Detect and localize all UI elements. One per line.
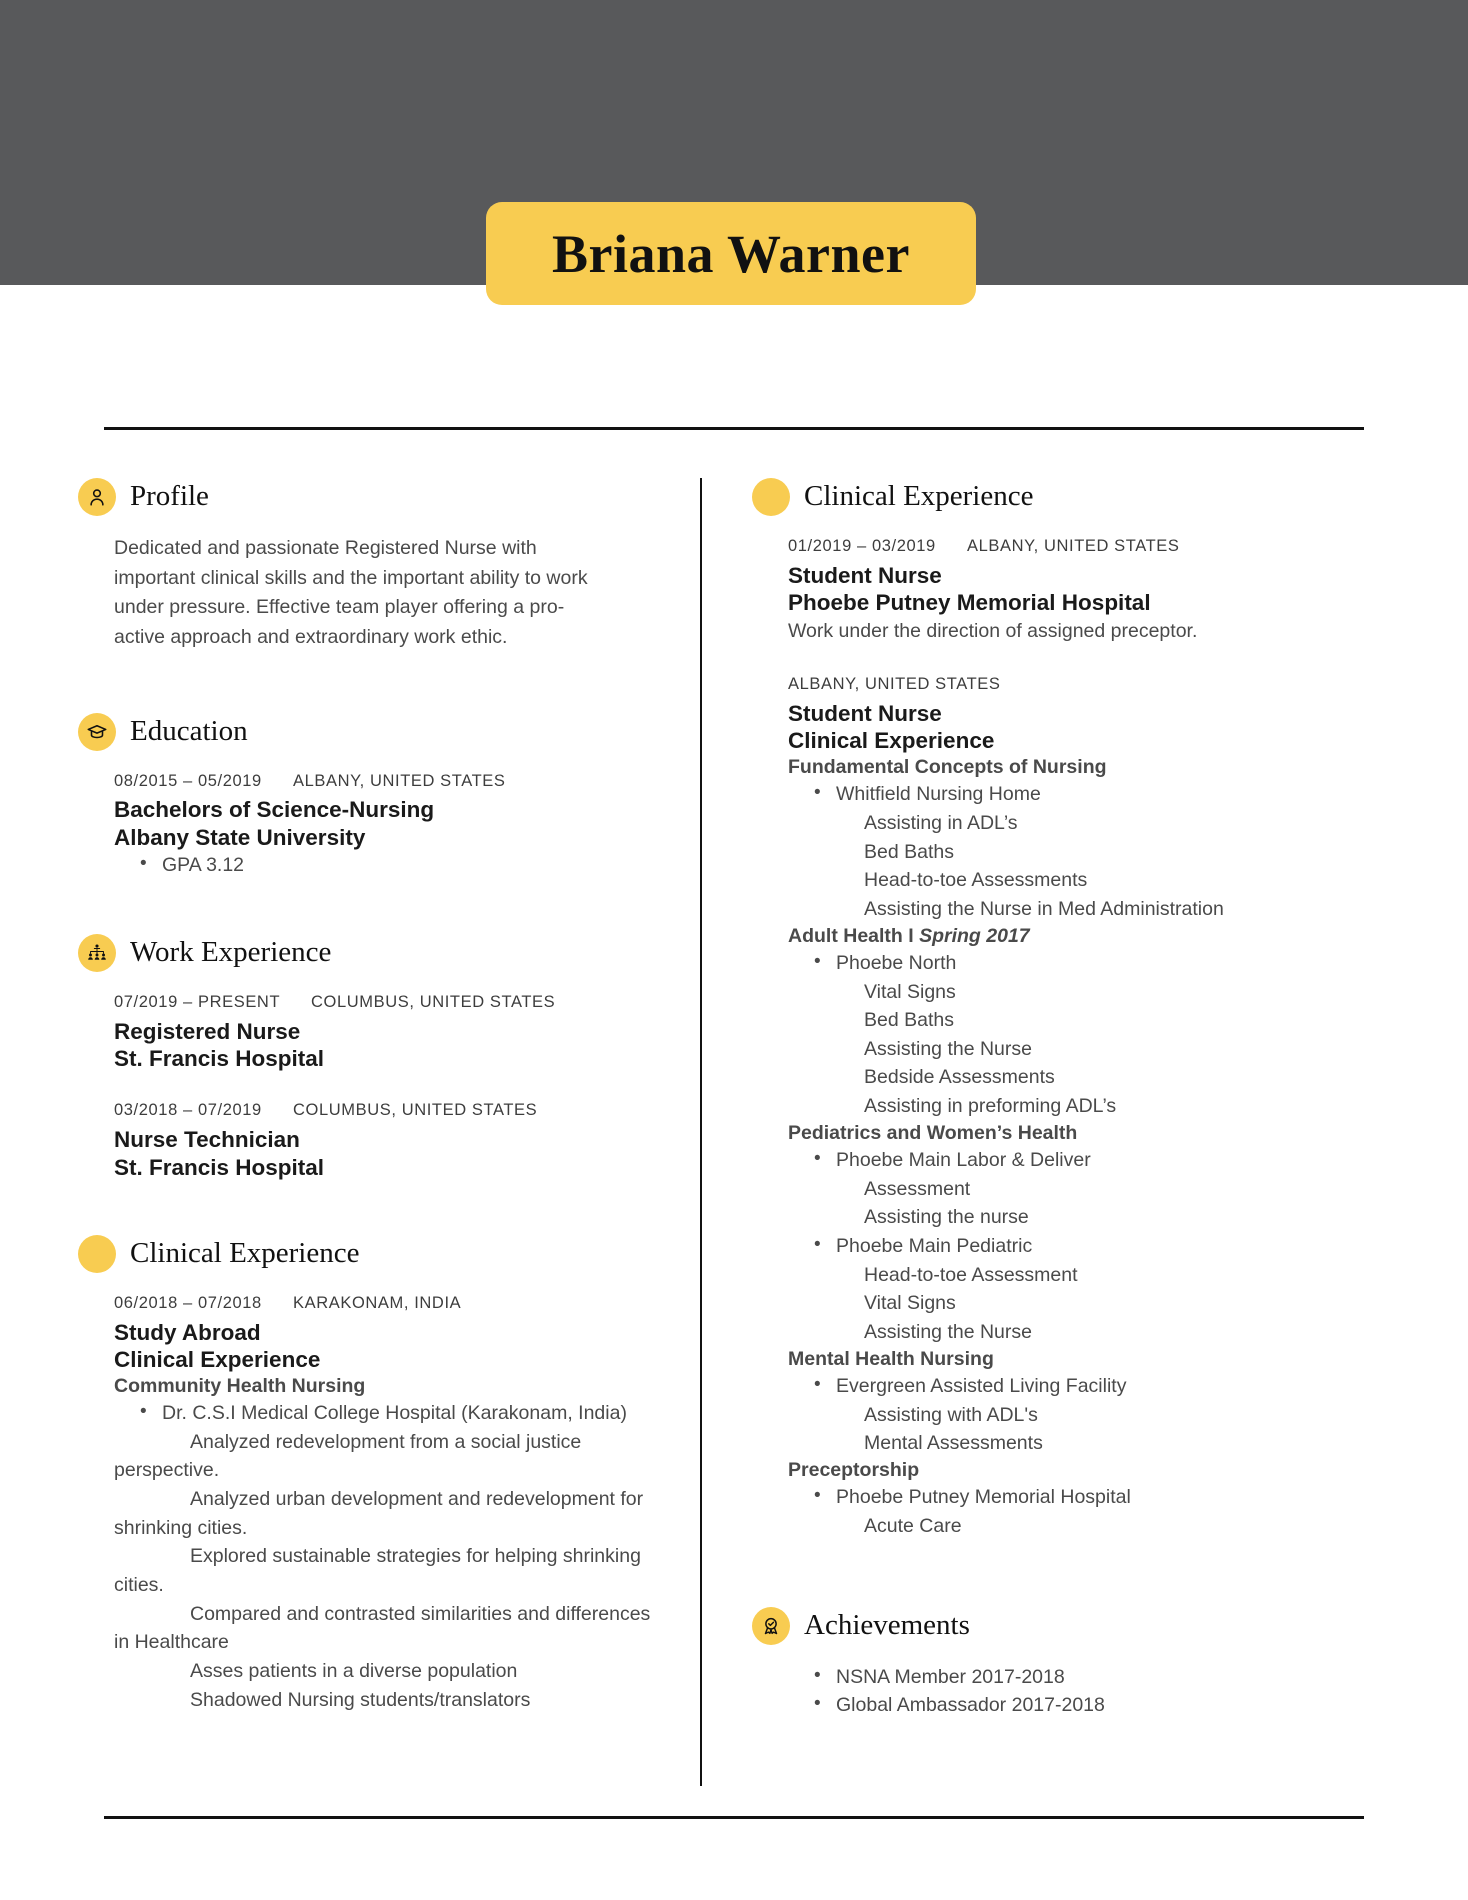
clinical-right-organization: Phoebe Putney Memorial Hospital	[788, 590, 1151, 616]
clinical-left-location: KARAKONAM, INDIA	[293, 1294, 462, 1313]
list-item: • Phoebe Putney Memorial Hospital	[814, 1483, 1352, 1512]
clinical-sub-line: Assessment	[864, 1177, 971, 1200]
education-bullets	[114, 851, 658, 880]
list-item: • Dr. C.S.I Medical College Hospital (Karakonam, India)	[140, 1399, 658, 1428]
list-item: • Phoebe North	[814, 949, 1352, 978]
list-item: • Phoebe Main Pediatric	[814, 1232, 1352, 1261]
clinical-sub-line: Head-to-toe Assessment	[864, 1263, 1078, 1286]
clinical-group-bullets	[788, 1232, 1352, 1261]
clinical-group	[788, 755, 1352, 924]
graduation-cap-icon	[78, 713, 116, 751]
section-work-experience	[78, 934, 658, 1181]
work-entry	[114, 990, 658, 1073]
column-divider-rule	[700, 478, 702, 1786]
work-location: COLUMBUS, UNITED STATES	[311, 992, 556, 1011]
clinical-right-entry-two	[788, 672, 1352, 1540]
work-title: Registered Nurse	[114, 1018, 301, 1044]
section-achievements	[752, 1607, 1352, 1720]
clinical-experience-left-body	[78, 1291, 658, 1714]
clinical-left-bullets	[114, 1399, 658, 1428]
clinical-right-dates: 01/2019 – 03/2019	[788, 537, 936, 555]
clinical-left-title-1: Study Abroad	[114, 1319, 261, 1345]
clinical-experience-right-body	[752, 534, 1352, 1541]
clinical-sub-line: Assisting the Nurse in Med Administration	[864, 897, 1224, 920]
name-badge	[486, 202, 976, 305]
education-entry	[114, 769, 658, 880]
clinical-group-bullets	[788, 1372, 1352, 1401]
clinical-sub-line: Bedside Assessments	[864, 1066, 1055, 1089]
clinical-group-heading	[788, 1458, 1352, 1483]
clinical-sub-line: Bed Baths	[864, 1009, 954, 1032]
section-clinical-experience-left	[78, 1235, 658, 1714]
clinical-group-heading-text: Pediatrics and Women’s Health	[788, 1121, 1078, 1144]
list-item: • Whitfield Nursing Home	[814, 780, 1352, 809]
clinical-sub-line: Mental Assessments	[864, 1432, 1043, 1455]
clinical-group	[788, 924, 1352, 1121]
clinical-sub-line: Assisting the Nurse	[864, 1321, 1032, 1344]
section-title-achievements: Achievements	[804, 1608, 970, 1641]
clinical-sub-line: Assisting the nurse	[864, 1206, 1029, 1229]
org-chart-icon	[78, 934, 116, 972]
clinical-right-description: Work under the direction of assigned preceptor.	[788, 619, 1198, 642]
clinical-group-heading	[788, 1347, 1352, 1372]
education-body	[78, 769, 658, 880]
clinical-left-subheading: Community Health Nursing	[114, 1374, 366, 1397]
section-title-clinical-experience-right: Clinical Experience	[804, 480, 1034, 513]
list-item: • NSNA Member 2017-2018	[814, 1663, 1352, 1692]
education-degree: Bachelors of Science-Nursing	[114, 797, 435, 823]
section-title-clinical-experience-left: Clinical Experience	[130, 1237, 360, 1270]
award-icon	[752, 1607, 790, 1645]
list-item: • GPA 3.12	[140, 851, 658, 880]
section-title-work-experience: Work Experience	[130, 935, 332, 968]
work-title: Nurse Technician	[114, 1127, 300, 1153]
person-icon	[78, 478, 116, 516]
work-experience-body	[78, 990, 658, 1181]
clinical-group-heading-text: Fundamental Concepts of Nursing	[788, 755, 1107, 778]
bottom-divider-rule	[104, 1816, 1364, 1819]
clinical-sub-line: Assisting the Nurse	[864, 1037, 1032, 1060]
section-clinical-experience-right	[752, 478, 1352, 1541]
right-column	[752, 478, 1352, 1724]
top-divider-rule	[104, 427, 1364, 430]
work-organization: St. Francis Hospital	[114, 1154, 325, 1180]
clinical-sub-line: Assisting in ADL’s	[864, 811, 1018, 834]
profile-body	[78, 534, 658, 653]
clinical-right-meta	[788, 534, 1352, 559]
work-meta	[114, 990, 658, 1015]
section-header-work-experience	[78, 934, 658, 972]
left-column	[78, 478, 658, 1718]
clinical-left-detail: Analyzed urban development and redevelopment for shrinking cities.	[114, 1487, 644, 1539]
section-title-profile: Profile	[130, 480, 209, 513]
clinical-left-detail: Analyzed redevelopment from a social justice perspective.	[114, 1430, 582, 1482]
clinical-right-title: Student Nurse	[788, 562, 942, 588]
clinical-sub-line: Head-to-toe Assessments	[864, 869, 1088, 892]
work-location: COLUMBUS, UNITED STATES	[293, 1101, 538, 1120]
clinical-group-bullets	[788, 1146, 1352, 1175]
clinical-group-bullets	[788, 949, 1352, 978]
clinical-left-short-detail: Shadowed Nursing students/translators	[190, 1688, 531, 1711]
profile-text: Dedicated and passionate Registered Nurse with important clinical skills and the important ability to work under pressure. Effective team player offering a pro-active approach and extraordinary work ethic.	[114, 537, 588, 648]
clinical-group-bullets	[788, 1483, 1352, 1512]
clinical-left-meta	[114, 1291, 658, 1316]
clinical-sub-line: Acute Care	[864, 1515, 962, 1538]
clinical-groups	[788, 755, 1352, 1541]
section-header-clinical-experience-right	[752, 478, 1352, 516]
section-header-profile	[78, 478, 658, 516]
work-meta	[114, 1098, 658, 1123]
section-title-education: Education	[130, 714, 248, 747]
list-item: • Phoebe Main Labor & Deliver	[814, 1146, 1352, 1175]
section-header-achievements	[752, 1607, 1352, 1645]
clinical-group-heading	[788, 924, 1352, 949]
clinical-group-heading-text: Mental Health Nursing	[788, 1347, 994, 1370]
clinical-group-heading-text: Adult Health I	[788, 924, 914, 947]
work-dates: 07/2019 – PRESENT	[114, 992, 280, 1011]
section-profile	[78, 478, 658, 653]
clinical-left-detail: Explored sustainable strategies for helping shrinking cities.	[114, 1545, 641, 1596]
clinical-left-short-detail: Asses patients in a diverse population	[190, 1659, 518, 1682]
circle-icon	[78, 1235, 116, 1273]
clinical-left-dates: 06/2018 – 07/2018	[114, 1294, 262, 1313]
clinical-right-location: ALBANY, UNITED STATES	[967, 537, 1180, 555]
clinical-right-title-2: Clinical Experience	[788, 728, 995, 754]
section-header-clinical-experience-left	[78, 1235, 658, 1273]
education-location: ALBANY, UNITED STATES	[293, 771, 506, 790]
achievements-list	[788, 1663, 1352, 1720]
clinical-sub-line: Assisting in preforming ADL’s	[864, 1095, 1117, 1118]
clinical-sub-line: Vital Signs	[864, 1292, 956, 1315]
clinical-group-heading	[788, 755, 1352, 780]
work-dates: 03/2018 – 07/2019	[114, 1101, 262, 1120]
education-dates: 08/2015 – 05/2019	[114, 771, 262, 790]
clinical-right-entry-one	[788, 534, 1352, 646]
clinical-group	[788, 1347, 1352, 1458]
list-item: • Evergreen Assisted Living Facility	[814, 1372, 1352, 1401]
clinical-sub-line: Assisting with ADL's	[864, 1403, 1038, 1426]
achievements-body	[752, 1663, 1352, 1720]
clinical-group-heading-text: Preceptorship	[788, 1459, 920, 1482]
education-meta	[114, 769, 658, 794]
clinical-sub-line: Bed Baths	[864, 840, 954, 863]
section-education	[78, 713, 658, 880]
circle-icon	[752, 478, 790, 516]
section-header-education	[78, 713, 658, 751]
clinical-sub-line: Vital Signs	[864, 980, 956, 1003]
education-school: Albany State University	[114, 824, 366, 850]
clinical-right-title-1: Student Nurse	[788, 701, 942, 726]
clinical-group	[788, 1458, 1352, 1541]
clinical-left-title-2: Clinical Experience	[114, 1347, 321, 1373]
clinical-left-detail: Compared and contrasted similarities and differences in Healthcare	[114, 1602, 651, 1654]
clinical-group-heading	[788, 1121, 1352, 1146]
list-item: • Global Ambassador 2017-2018	[814, 1691, 1352, 1720]
clinical-group-bullets	[788, 780, 1352, 809]
work-organization: St. Francis Hospital	[114, 1045, 325, 1071]
clinical-right-location-only: ALBANY, UNITED STATES	[788, 675, 1001, 694]
clinical-group	[788, 1121, 1352, 1347]
clinical-group-heading-term: Spring 2017	[919, 924, 1030, 947]
candidate-name: Briana Warner	[551, 223, 910, 284]
work-entry	[114, 1098, 658, 1181]
